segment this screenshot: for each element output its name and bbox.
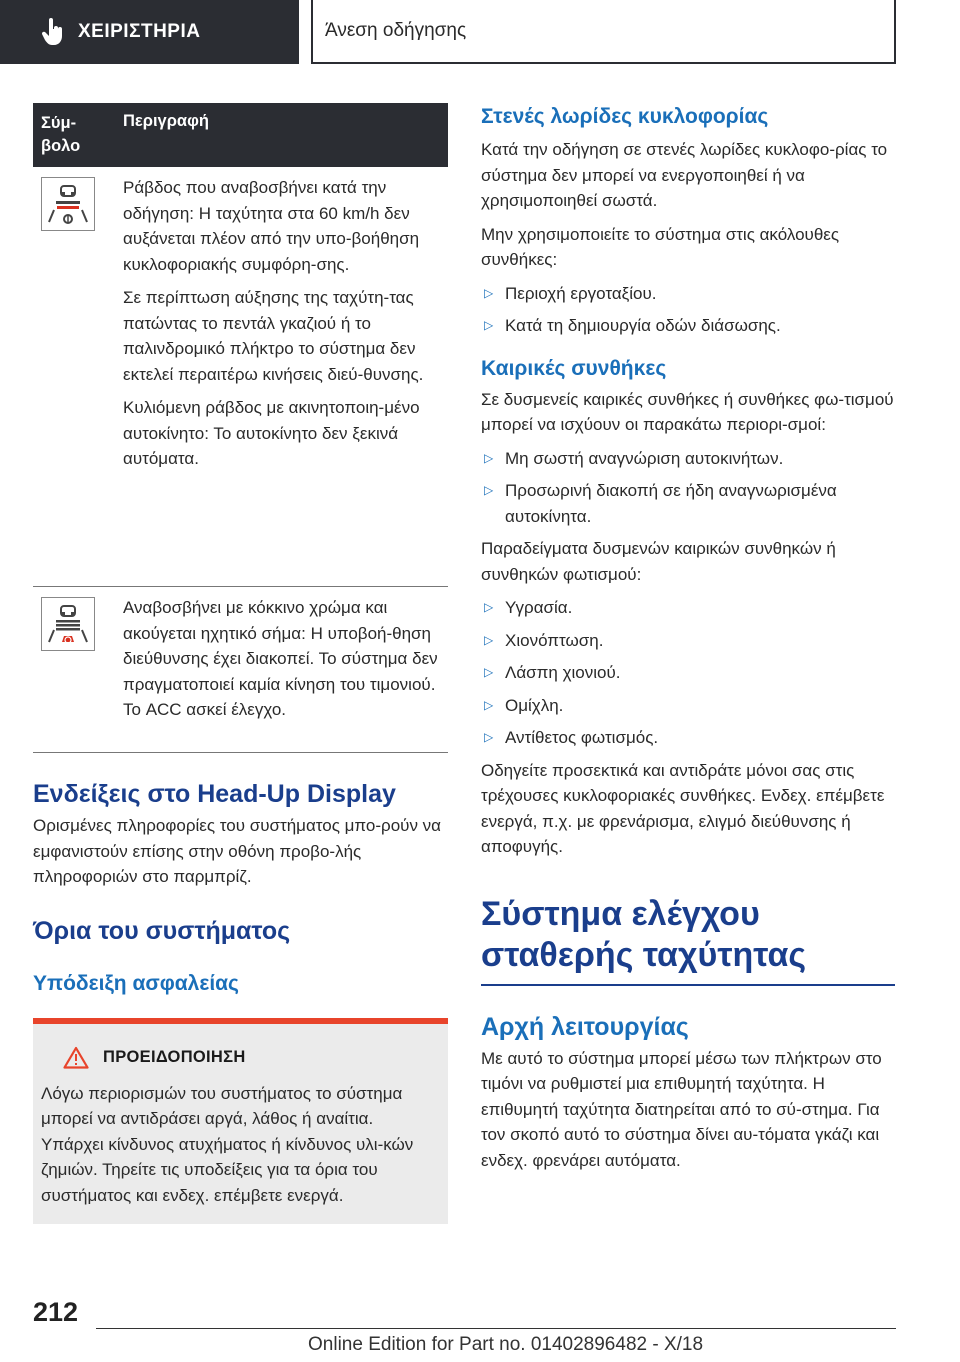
bullet-triangle-icon: ▷ [484, 600, 494, 614]
table-row [33, 167, 448, 587]
weather-list-1 [481, 446, 895, 530]
bullet-triangle-icon: ▷ [484, 697, 494, 712]
list-item [481, 478, 895, 529]
chapter-tab[interactable] [311, 0, 896, 64]
principle-title: Αρχή λειτουργίας [481, 1012, 689, 1041]
narrow-lanes-title: Στενές λωρίδες κυκλοφορίας [481, 105, 769, 128]
cruise-control-title-line1: Σύστημα ελέγχου [481, 894, 760, 933]
acc-red-bar-icon [46, 182, 90, 226]
table-row-text: Σε περίπτωση αύξησης της ταχύτη-τας πατώντας το πεντάλ γκαζιού ή το παλινδρομικό πλήκτρο το σύστημα δεν εκτελεί περαιτέρω κινήσεις διεύ-θυνσης. [123, 288, 424, 384]
list-item-text: Ομίχλη. [505, 695, 564, 715]
table-row-text: Αναβοσβήνει με κόκκινο χρώμα και ακούγεται ηχητικό σήμα: Η υποβοή-θηση διεύθυνσης έχει διακοπεί. Το σύστημα δεν πραγματοποιεί καμία κίνηση του τιμονιού. Το ACC ασκεί έλεγχο. [123, 598, 438, 719]
weather-advice-text: Οδηγείτε προσεκτικά και αντιδράτε μόνοι σας στις τρέχουσες κυκλοφοριακές συνθήκες. Ενδεχ. επέμβετε ενεργά, π.χ. με φρενάρισμα, ελιγμό διεύθυνσης ή αποφυγής. [481, 760, 885, 856]
list-item-text: Υγρασία. [505, 598, 573, 617]
safety-title: Υπόδειξη ασφαλείας [33, 971, 239, 995]
hand-pointer-icon [42, 18, 64, 46]
list-item [481, 660, 895, 686]
warning-box [33, 1018, 448, 1225]
list-item [481, 595, 895, 621]
weather-list-2 [481, 595, 895, 751]
table-header [33, 103, 448, 167]
hud-text: Ορισμένες πληροφορίες του συστήματος μπο-ρούν να εμφανιστούν επίσης στην οθόνη προβο-λής πληροφοριών στο παρμπρίζ. [33, 816, 441, 886]
weather-examples-text: Παραδείγματα δυσμενών καιρικών συνθηκών ή συνθηκών φωτισμού: [481, 539, 836, 584]
table-cell-symbol [33, 587, 109, 752]
page-number: 212 [33, 1297, 79, 1327]
acc-red-vehicle-icon [46, 602, 90, 646]
bullet-triangle-icon: ▷ [484, 285, 494, 300]
narrow-lanes-text: Κατά την οδήγηση σε στενές λωρίδες κυκλοφο-ρίας το σύστημα δεν μπορεί να ενεργοποιηθεί ή να χρησιμοποιηθεί σωστά. [481, 140, 888, 210]
right-column [481, 103, 895, 1173]
table-col-symbol [33, 103, 109, 167]
narrow-lanes-list [481, 281, 895, 339]
table-row [33, 587, 448, 753]
table-row-text: Ράβδος που αναβοσβήνει κατά την οδήγηση: Η ταχύτητα στα 60 km/h δεν αυξάνεται πλέον από την υπο-βοήθηση κυκλοφοριακής συμφόρη-σης. [123, 178, 420, 274]
symbol-frame [41, 177, 95, 231]
warning-title: ΠΡΟΕΙΔΟΠΟΙΗΣΗ [103, 1047, 246, 1066]
footer-rule [96, 1328, 896, 1329]
section-title: ΧΕΙΡΙΣΤΗΡΙΑ [78, 21, 201, 42]
bullet-triangle-icon: ▷ [484, 632, 494, 647]
footer-edition: Online Edition for Part no. 01402896482 - X/18 [308, 1334, 704, 1355]
warning-header [41, 1046, 438, 1069]
list-item [481, 446, 895, 472]
chapter-title: Άνεση οδήγησης [325, 20, 467, 41]
weather-text: Σε δυσμενείς καιρικές συνθήκες ή συνθήκες φω-τισμού μπορεί να ισχύουν οι παρακάτω περιορι-σμοί: [481, 389, 894, 434]
list-item [481, 313, 895, 339]
table-row-text: Κυλιόμενη ράβδος με ακινητοποιη-μένο αυτοκίνητο: Το αυτοκίνητο δεν ξεκινά αυτόματα. [123, 398, 420, 468]
table-cell-symbol [33, 167, 109, 586]
warning-text: Λόγω περιορισμών του συστήματος το σύστημα μπορεί να αντιδράσει αργά, λάθος ή αναίτια. Υπάρχει κίνδυνος ατυχήματος ή κίνδυνος υλι-κών ζημιών. Τηρείτε τις υποδείξεις για τα όρια του συστήματος και ενδεχ. επέμβετε ενεργά. [41, 1083, 414, 1205]
principle-text: Με αυτό το σύστημα μπορεί μέσω των πλήκτρων στο τιμόνι να ρυθμιστεί μια επιθυμητή ταχύτητα. Η επιθυμητή ταχύτητα διατηρείται από το σύ-στημα. Για τον σκοπό αυτό το σύστημα δίνει αυ-τόματα γκάζι και ενδεχ. φρενάρει αυτόματα. [481, 1048, 882, 1170]
bullet-triangle-icon: ▷ [484, 318, 494, 332]
list-item [481, 281, 895, 307]
list-item-text: Περιοχή εργοταξίου. [505, 283, 657, 303]
bullet-triangle-icon: ▷ [484, 665, 494, 679]
list-item [481, 725, 895, 751]
limits-title: Όρια του συστήματος [33, 916, 291, 945]
table-cell-description [109, 167, 448, 586]
hud-title: Ενδείξεις στο Head-Up Display [33, 780, 396, 808]
weather-title: Καιρικές συνθήκες [481, 356, 667, 380]
narrow-lanes-conditions: Μην χρησιμοποιείτε το σύστημα στις ακόλουθες συνθήκες: [481, 224, 840, 269]
section-tab[interactable] [0, 0, 299, 64]
list-item-text: Μη σωστή αναγνώριση αυτοκινήτων. [505, 448, 784, 468]
symbol-frame [41, 597, 95, 651]
list-item [481, 693, 895, 719]
table-col-symbol-line2: βολο [41, 137, 81, 155]
list-item-text: Χιονόπτωση. [505, 630, 604, 650]
cruise-control-title-line2: σταθερής ταχύτητας [481, 935, 807, 974]
table-cell-description [109, 587, 448, 752]
bullet-triangle-icon: ▷ [484, 483, 494, 497]
list-item-text: Αντίθετος φωτισμός. [505, 728, 659, 747]
left-column [33, 103, 448, 1224]
title-rule [481, 984, 895, 986]
list-item-text: Προσωρινή διακοπή σε ήδη αναγνωρισμένα αυτοκίνητα. [505, 481, 837, 526]
bullet-triangle-icon: ▷ [484, 450, 494, 465]
table-col-symbol-line1: Σύμ- [41, 114, 77, 132]
bullet-triangle-icon: ▷ [484, 730, 494, 744]
list-item-text: Λάσπη χιονιού. [505, 663, 621, 682]
cruise-control-title [481, 894, 895, 976]
warning-triangle-icon [63, 1046, 89, 1069]
list-item [481, 628, 895, 654]
list-item-text: Κατά τη δημιουργία οδών διάσωσης. [505, 316, 781, 335]
table-col-description: Περιγραφή [123, 112, 209, 130]
